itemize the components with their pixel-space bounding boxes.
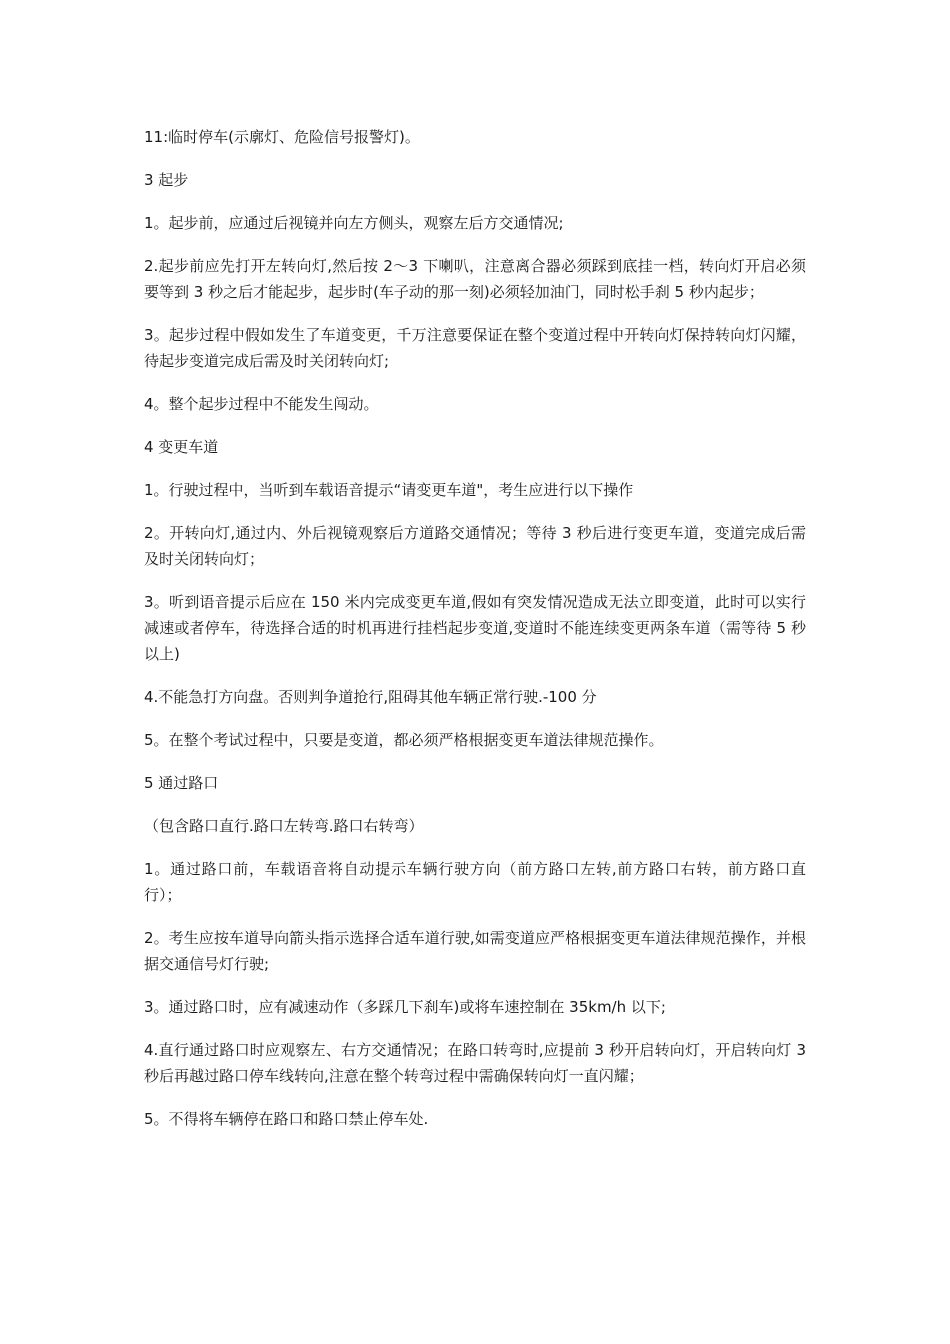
paragraph-intersection-3: 3。通过路口时，应有减速动作（多踩几下刹车)或将车速控制在 35km/h 以下; [144, 998, 666, 1016]
paragraph-lane-change-5: 5。在整个考试过程中，只要是变道，都必须严格根据变更车道法律规范操作。 [144, 731, 664, 749]
paragraph-intersection-4: 4.直行通过路口时应观察左、右方交通情况；在路口转弯时,应提前 3 秒开启转向灯，开启转向灯 3 秒后再越过路口停车线转向,注意在整个转弯过程中需确保转向灯一直闪耀； [144, 1041, 806, 1085]
section-heading-start: 3 起步 [144, 171, 189, 189]
paragraph-intersection-scope: （包含路口直行.路口左转弯.路口右转弯） [144, 817, 424, 835]
section-heading-lane-change: 4 变更车道 [144, 438, 219, 456]
paragraph-intersection-1: 1。通过路口前，车载语音将自动提示车辆行驶方向（前方路口左转,前方路口右转，前方路口直行）； [144, 860, 806, 904]
paragraph-start-3: 3。起步过程中假如发生了车道变更，千万注意要保证在整个变道过程中开转向灯保持转向灯闪耀，待起步变道完成后需及时关闭转向灯; [144, 326, 806, 370]
paragraph-start-2: 2.起步前应先打开左转向灯,然后按 2～3 下喇叭，注意离合器必须踩到底挂一档，转向灯开启必须要等到 3 秒之后才能起步，起步时(车子动的那一刻)必须轻加油门，同时松手刹 5 秒内起步； [144, 257, 806, 301]
paragraph-lane-change-1: 1。行驶过程中，当听到车载语音提示“请变更车道"，考生应进行以下操作 [144, 481, 634, 499]
section-heading-intersection: 5 通过路口 [144, 774, 219, 792]
paragraph-start-1: 1。起步前，应通过后视镜并向左方侧头，观察左后方交通情况; [144, 214, 564, 232]
paragraph-lane-change-4: 4.不能急打方向盘。否则判争道抢行,阻碍其他车辆正常行驶.-100 分 [144, 688, 597, 706]
paragraph-intersection-2: 2。考生应按车道导向箭头指示选择合适车道行驶,如需变道应严格根据变更车道法律规范操作，并根据交通信号灯行驶; [144, 929, 806, 973]
paragraph-start-4: 4。整个起步过程中不能发生闯动。 [144, 395, 379, 413]
paragraph-temporary-parking: 11:临时停车(示廓灯、危险信号报警灯)。 [144, 128, 420, 146]
document-body [144, 124, 806, 1149]
paragraph-lane-change-3: 3。听到语音提示后应在 150 米内完成变更车道,假如有突发情况造成无法立即变道，此时可以实行减速或者停车，待选择合适的时机再进行挂档起步变道,变道时不能连续变更两条车道（需等待 5 秒以上) [144, 593, 806, 663]
paragraph-intersection-5: 5。不得将车辆停在路口和路口禁止停车处. [144, 1110, 429, 1128]
paragraph-lane-change-2: 2。开转向灯,通过内、外后视镜观察后方道路交通情况；等待 3 秒后进行变更车道，变道完成后需及时关闭转向灯； [144, 524, 806, 568]
